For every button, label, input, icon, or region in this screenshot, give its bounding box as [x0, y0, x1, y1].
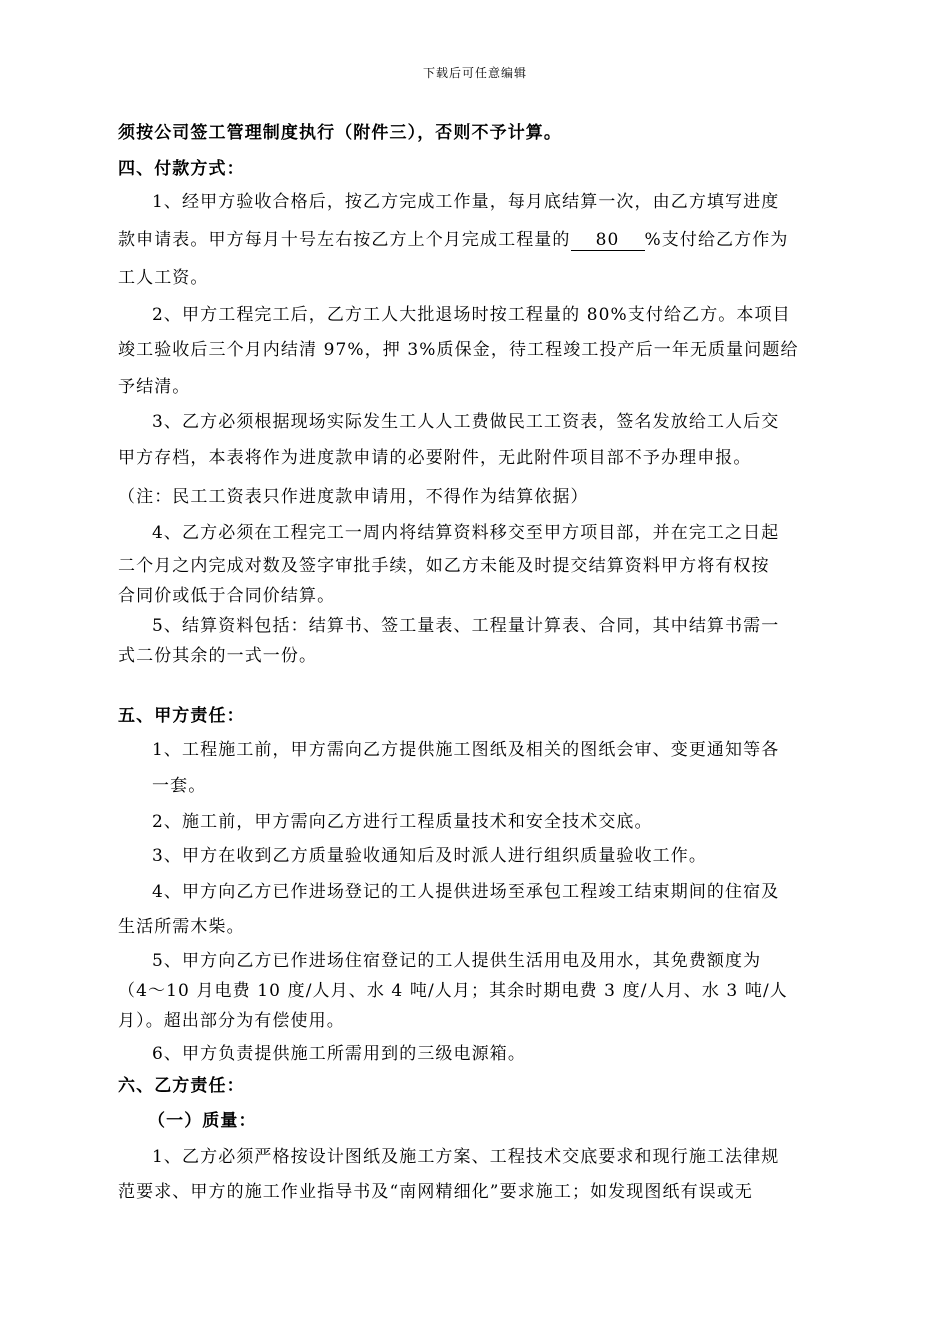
text-line: 3、甲方在收到乙方质量验收通知后及时派人进行组织质量验收工作。: [152, 846, 707, 866]
text-line: 工人工资。: [118, 268, 209, 288]
text-line: [118, 225, 788, 251]
text-line: 月）。超出部分为有偿使用。: [118, 1011, 345, 1031]
text-line: 6、甲方负责提供施工所需用到的三级电源箱。: [152, 1044, 526, 1064]
text-line: 合同价或低于合同价结算。: [118, 586, 336, 606]
text-line: 4、乙方必须在工程完工一周内将结算资料移交至甲方项目部，并在完工之日起: [152, 523, 780, 543]
text-line: 竣工验收后三个月内结清 97%，押 3%质保金，待工程竣工投产后一年无质量问题给: [118, 340, 799, 360]
text-line: 生活所需木柴。: [118, 917, 245, 937]
text-line: 4、甲方向乙方已作进场登记的工人提供进场至承包工程竣工结束期间的住宿及: [152, 882, 780, 902]
text-line: 1、工程施工前，甲方需向乙方提供施工图纸及相关的图纸会审、变更通知等各: [152, 740, 780, 760]
text-line: 1、经甲方验收合格后，按乙方完成工作量，每月底结算一次，由乙方填写进度: [152, 192, 780, 212]
fill-blank-value: 80: [571, 231, 645, 251]
text-line: （4～10 月电费 10 度/人月、水 4 吨/人月；其余时期电费 3 度/人月、水 3 吨/人: [118, 981, 788, 1001]
text-line: 范要求、甲方的施工作业指导书及“南网精细化”要求施工；如发现图纸有误或无: [118, 1182, 753, 1202]
section-heading: 五、甲方责任：: [118, 706, 245, 726]
text-line: 3、乙方必须根据现场实际发生工人人工费做民工工资表，签名发放给工人后交: [152, 412, 780, 432]
section-heading: 四、付款方式：: [118, 159, 245, 179]
text-span: 款申请表。甲方每月十号左右按乙方上个月完成工程量的: [118, 230, 571, 250]
text-line: 甲方存档，本表将作为进度款申请的必要附件，无此附件项目部不予办理申报。: [118, 448, 752, 468]
text-line: 5、甲方向乙方已作进场住宿登记的工人提供生活用电及用水，其免费额度为: [152, 951, 762, 971]
text-line: 5、结算资料包括：结算书、签工量表、工程量计算表、合同，其中结算书需一: [152, 616, 780, 636]
text-span: %支付给乙方作为: [644, 230, 789, 250]
subsection-heading: （一）质量：: [148, 1111, 257, 1131]
page-header: 下载后可任意编辑: [422, 66, 527, 80]
text-line: （注：民工工资表只作进度款申请用，不得作为结算依据）: [118, 487, 589, 507]
text-line: 二个月之内完成对数及签字审批手续，如乙方未能及时提交结算资料甲方将有权按: [118, 556, 770, 576]
text-line: 一套。: [152, 776, 207, 796]
text-line: 2、施工前，甲方需向乙方进行工程质量技术和安全技术交底。: [152, 812, 653, 832]
text-line: 须按公司签工管理制度执行（附件三），否则不予计算。: [118, 123, 562, 143]
section-heading: 六、乙方责任：: [118, 1076, 245, 1096]
text-line: 予结清。: [118, 377, 191, 397]
text-line: 1、乙方必须严格按设计图纸及施工方案、工程技术交底要求和现行施工法律规: [152, 1147, 780, 1167]
text-line: 2、甲方工程完工后，乙方工人大批退场时按工程量的 80%支付给乙方。本项目: [152, 305, 791, 325]
text-line: 式二份其余的一式一份。: [118, 646, 318, 666]
